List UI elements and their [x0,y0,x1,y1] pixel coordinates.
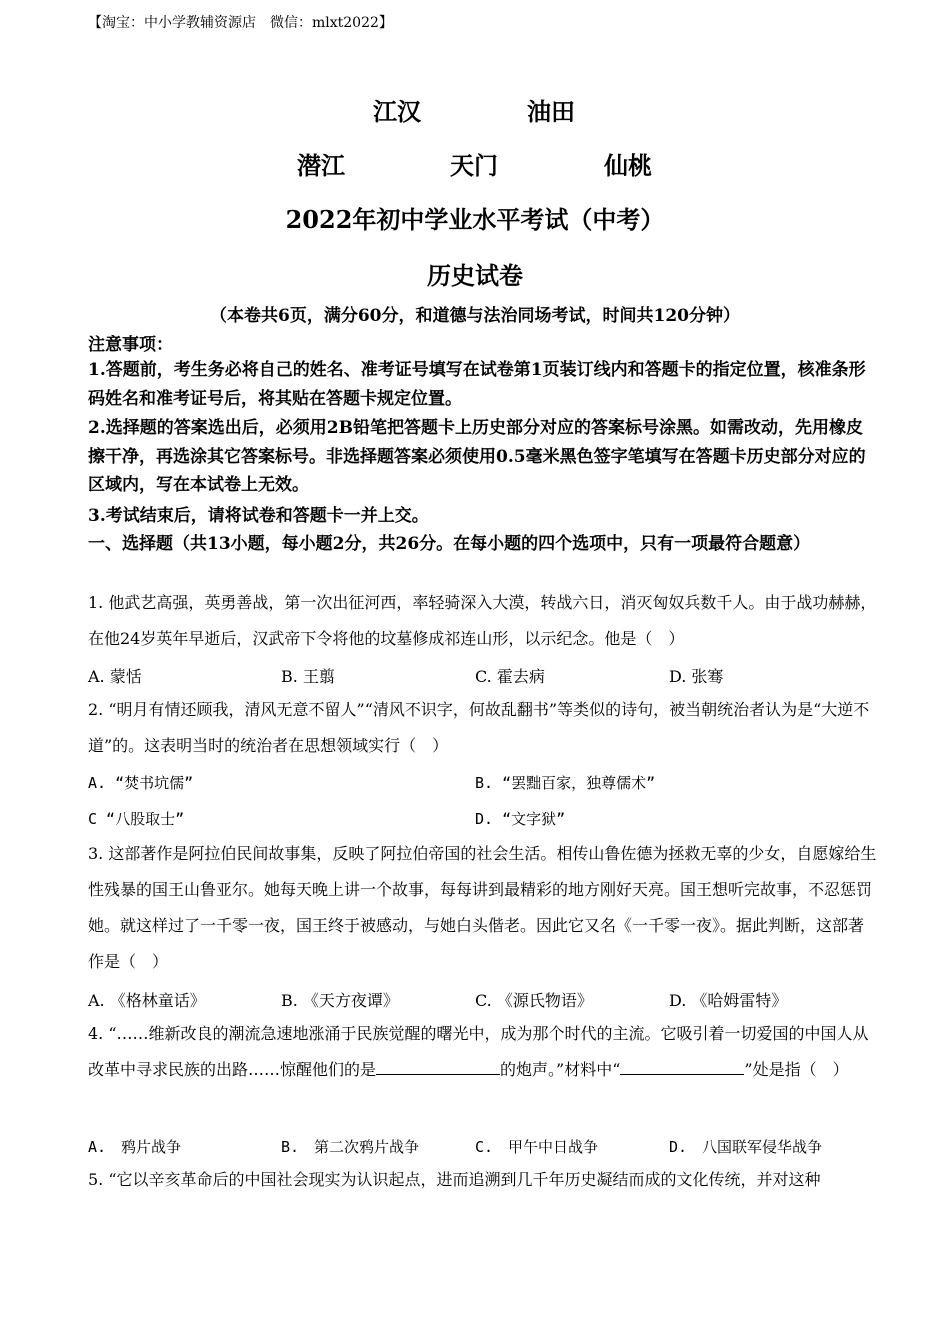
q4-stem-part-1: 4. “……维新改良的潮流急速地涨涌于民族觉醒的曙光中，成为那个时代的主流。它吸引着一切爱国的中国人从改革中寻求民族的出路……惊醒他们的是 [88,1024,869,1079]
region-qianjiang: 潜江 [297,151,345,180]
q4-option-d: D. 八国联军侵华战争 [669,1138,823,1156]
q1-option-a: A. 蒙恬 [88,667,142,686]
q4-option-a: A. 鸦片战争 [88,1138,182,1156]
question-1: 1. 他武艺高强，英勇善战，第一次出征河西，率轻骑深入大漠，转战六日，消灭匈奴兵数千人。由于战功赫赫，在他24岁英年早逝后，汉武帝下令将他的坟墓修成祁连山形，以示纪念。他是（ ） [88,593,877,648]
notice-item-1: 1.答题前，考生务必将自己的姓名、准考证号填写在试卷第1页装订线内和答题卡的指定位置，核准条形码姓名和准考证号后，将其贴在答题卡规定位置。 [88,360,866,409]
q3-option-c: C. 《源氏物语》 [475,991,593,1010]
exam-title: 2022年初中学业水平考试（中考） [285,205,665,234]
source-header: 【淘宝：中小学教辅资源店 微信：mlxt2022】 [88,15,393,31]
q4-blank-1 [376,1060,500,1075]
question-5: 5. “它以辛亥革命后的中国社会现实为认识起点，进而追溯到几千年历史凝结而成的文化传统，并对这种 [88,1170,821,1189]
q4-stem-part-2: 的炮声。”材料中“ [500,1060,621,1079]
exam-note: （本卷共6页，满分60分，和道德与法治同场考试，时间共120分钟） [210,306,740,326]
region-jianghan: 江汉 [373,97,421,126]
q2-option-b: B. “罢黜百家，独尊儒术” [475,774,656,792]
q4-option-c: C. 甲午中日战争 [475,1138,599,1156]
notice-heading: 注意事项： [88,335,173,355]
q4-stem-part-3: ”处是指（ ） [744,1060,849,1079]
q3-option-d: D. 《哈姆雷特》 [669,991,788,1010]
question-2: 2. “明月有情还顾我，清风无意不留人”“清风不识字，何故乱翻书”等类似的诗句，被当朝统治者认为是“大逆不道”的。这表明当时的统治者在思想领域实行（ ） [88,700,870,755]
region-youtian: 油田 [527,97,575,126]
q3-option-b: B. 《天方夜谭》 [281,991,399,1010]
question-4 [88,1016,878,1088]
q1-option-d: D. 张骞 [669,667,724,686]
question-3: 3. 这部著作是阿拉伯民间故事集，反映了阿拉伯帝国的社会生活。相传山鲁佐德为拯救无辜的少女，自愿嫁给生性残暴的国王山鲁亚尔。她每天晚上讲一个故事，每每讲到最精彩的地方刚好天亮。国王想听完故事，不忍惩罚她。就这样过了一千零一夜，国王终于被感动，与她白头偕老。因此它又名《一千零一夜》。据此判断，这部著作是（ ） [88,844,877,971]
q4-blank-2 [620,1060,744,1075]
q2-option-c: C “八股取士” [88,810,185,828]
q2-option-a: A. “焚书坑儒” [88,774,194,792]
q2-option-d: D. “文字狱” [475,810,566,828]
notice-item-2: 2.选择题的答案选出后，必须用2B铅笔把答题卡上历史部分对应的答案标号涂黑。如需改动，先用橡皮擦干净，再选涂其它答案标号。非选择题答案必须使用0.5毫米黑色签字笔填写在答题卡历史部分对应的区域内，写在本试卷上无效。 [88,418,866,495]
region-tianmen: 天门 [450,151,498,180]
q4-option-b: B. 第二次鸦片战争 [281,1138,420,1156]
q1-option-c: C. 霍去病 [475,667,545,686]
notice-item-3: 3.考试结束后，请将试卷和答题卡一并上交。 [88,506,429,526]
q3-option-a: A. 《格林童话》 [88,991,206,1010]
subject-title: 历史试卷 [427,261,523,290]
section-heading: 一、选择题（共13小题，每小题2分，共26分。在每小题的四个选项中，只有一项最符合题意） [88,534,811,554]
region-xiantao: 仙桃 [604,151,652,180]
q1-option-b: B. 王翦 [281,667,335,686]
